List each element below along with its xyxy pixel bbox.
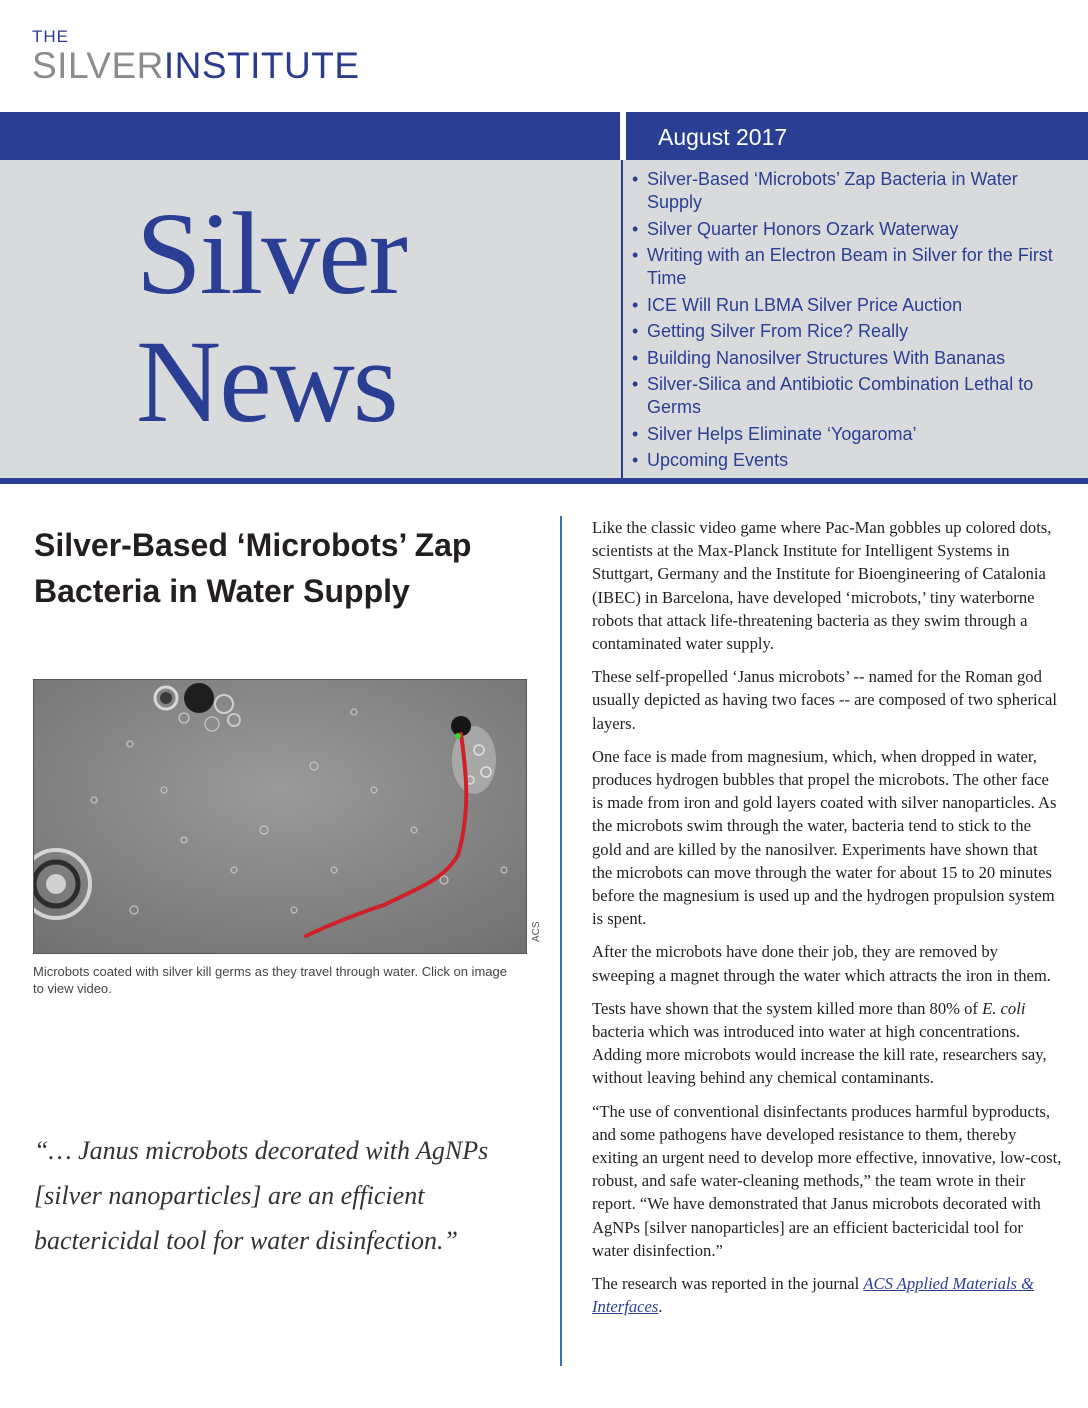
article-paragraph: [592, 997, 1062, 1090]
bullet-icon: •: [632, 294, 639, 315]
article-paragraph: After the microbots have done their job, they are removed by sweeping a magnet through the water which attracts the iron in them.: [592, 942, 1051, 985]
species-name: E. coli: [982, 998, 1026, 1018]
masthead-divider: [621, 160, 623, 478]
paragraph-text: Tests have shown that the system killed more than 80% of: [592, 998, 983, 1018]
article-paragraph: [592, 1272, 1062, 1318]
microscope-image: [34, 680, 527, 954]
toc-item-label: Silver-Based ‘Microbots’ Zap Bacteria in Water Supply: [647, 169, 1018, 212]
toc-item-label: Silver-Silica and Antibiotic Combination Lethal to Germs: [647, 374, 1034, 417]
bullet-icon: •: [632, 218, 639, 239]
pull-quote: “… Janus microbots decorated with AgNPs [silver nanoparticles] are an efficient bactericidal tool for water disinfection.”: [34, 1136, 489, 1255]
article-headline: Silver-Based ‘Microbots’ Zap Bacteria in Water Supply: [34, 527, 472, 609]
article-paragraph: These self-propelled ‘Janus microbots’ -- named for the Roman god usually depicted as having two faces -- are composed of two spherical layers.: [592, 667, 1057, 733]
masthead-line-silver: Silver: [136, 188, 406, 319]
paragraph-text: bacteria which was introduced into water at high concentrations. Adding more microbots would increase the kill rate, researchers say, without leaving behind any chemical contaminants.: [592, 1022, 1047, 1088]
silver-institute-logo[interactable]: [32, 28, 360, 86]
toc-item[interactable]: [632, 218, 1072, 241]
toc-item-label: Writing with an Electron Beam in Silver for the First Time: [647, 245, 1053, 288]
toc-item-label: Silver Helps Eliminate ‘Yogaroma’: [647, 423, 917, 444]
bullet-icon: •: [632, 347, 639, 368]
bullet-icon: •: [632, 321, 639, 341]
article-paragraph: One face is made from magnesium, which, when dropped in water, produces hydrogen bubbles that propel the microbots. The other face is made from iron and gold layers coated with silver nanoparticles. As the microbots swim through the water, bacteria tend to stick to the gold and are killed by the nanosilver. Experiments have shown that the microbots can move through the water for about 15 to 20 minutes before the magnesium is used up and the hydrogen propulsion system is spent.: [592, 746, 1057, 929]
article-paragraph: Like the classic video game where Pac-Man gobbles up colored dots, scientists at the Max-Planck Institute for Intelligent Systems in Stuttgart, Germany and the Institute for Bioengineering of Catalonia (IBEC) in Barcelona, have developed ‘microbots,’ tiny waterborne robots that attack life-threatening bacteria as they swim through a contaminated water supply.: [592, 518, 1052, 654]
table-of-contents: [632, 168, 1072, 476]
toc-item[interactable]: [632, 294, 1072, 317]
image-caption: Microbots coated with silver kill germs as they travel through water. Click on image to view video.: [33, 964, 507, 996]
toc-item[interactable]: [632, 244, 1072, 290]
toc-item[interactable]: [632, 449, 1072, 472]
bullet-icon: •: [632, 450, 639, 470]
bullet-icon: •: [632, 374, 639, 394]
masthead-bottom-rule: [0, 478, 1088, 484]
toc-item[interactable]: [632, 320, 1072, 343]
journal-link[interactable]: ACS Applied Materials & Interfaces: [592, 1274, 1035, 1317]
toc-item-label: Getting Silver From Rice? Really: [647, 321, 909, 341]
toc-item-label: Building Nanosilver Structures With Bananas: [647, 347, 1006, 368]
bullet-icon: •: [632, 245, 639, 265]
toc-item[interactable]: [632, 423, 1072, 446]
bullet-icon: •: [632, 423, 639, 444]
toc-item-label: Silver Quarter Honors Ozark Waterway: [647, 218, 959, 239]
masthead-title: [136, 190, 406, 446]
microbot-video-image[interactable]: [33, 679, 527, 954]
paragraph-text: The research was reported in the journal: [592, 1274, 864, 1294]
toc-item[interactable]: [632, 347, 1072, 370]
bullet-icon: •: [632, 169, 639, 189]
issue-date: August 2017: [658, 124, 788, 150]
article-body: [592, 516, 1062, 1329]
toc-item-label: ICE Will Run LBMA Silver Price Auction: [647, 294, 963, 315]
issue-date-block: [620, 112, 1088, 160]
paragraph-text: .: [658, 1297, 663, 1317]
logo-the: THE: [32, 27, 69, 46]
column-rule: [560, 516, 562, 1366]
logo-wordmark: [32, 46, 360, 86]
image-credit: ACS: [531, 921, 542, 942]
logo-institute: INSTITUTE: [163, 45, 360, 86]
logo-silver: SILVER: [32, 45, 164, 86]
article-paragraph: “The use of conventional disinfectants produces harmful byproducts, and some pathogens have developed resistance to them, thereby exiting an urgent need to develop more effective, innovative, low-cost, robust, and safe water-cleaning methods,” the team wrote in their report. “We have demonstrated that Janus microbots decorated with AgNPs [silver nanoparticles] are an efficient bactericidal tool for water disinfection.”: [592, 1101, 1062, 1260]
toc-item-label: Upcoming Events: [647, 450, 789, 470]
toc-item[interactable]: [632, 168, 1072, 214]
toc-item[interactable]: [632, 373, 1072, 419]
masthead-line-news: News: [136, 316, 397, 447]
